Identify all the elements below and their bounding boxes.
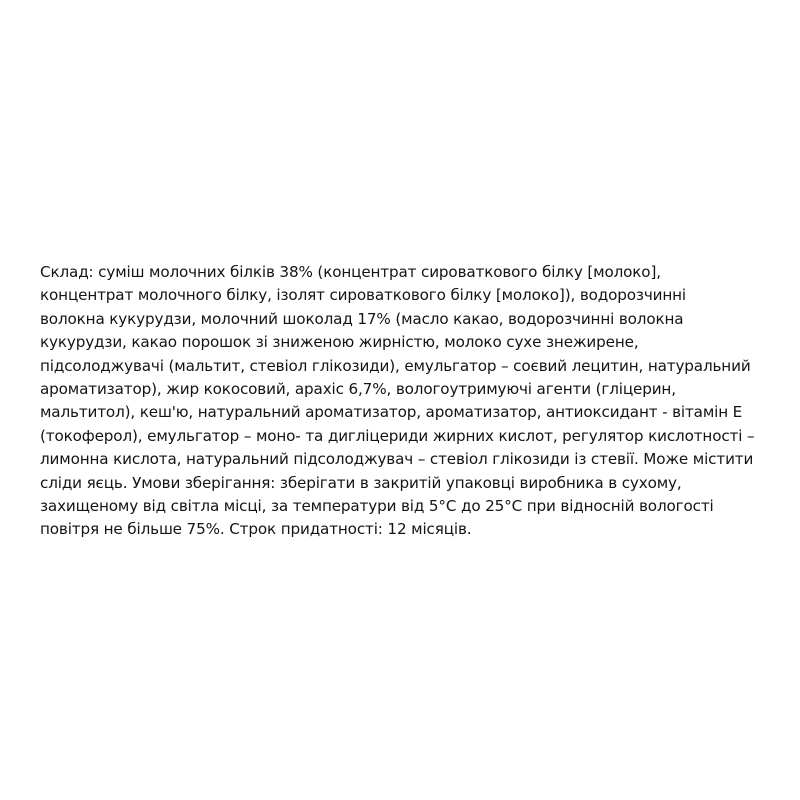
text-line: ароматизатор), жир кокосовий, арахіс 6,7%, вологоутримуючі агенти (гліцерин, (40, 380, 676, 399)
text-line: волокна кукурудзи, молочний шоколад 17% (масло какао, водорозчинні волокна (40, 309, 684, 328)
text-line: кукурудзи, какао порошок зі зниженою жирністю, молоко сухе знежирене, (40, 333, 639, 352)
text-line: сліди яєць. Умови зберігання: зберігати в закритій упаковці виробника в сухому, (40, 473, 682, 492)
text-line: повітря не більше 75%. Строк придатності: 12 місяців. (40, 520, 472, 539)
text-line: Склад: суміш молочних білків 38% (концентрат сироваткового білку [молоко], (40, 263, 661, 281)
text-line: захищеному від світла місці, за температури від 5°С до 25°С при відносній вологості (40, 497, 714, 516)
ingredients-text (40, 261, 780, 542)
text-line: мальтитол), кеш'ю, натуральний ароматизатор, ароматизатор, антиоксидант - вітамін Е (40, 403, 743, 422)
text-line: концентрат молочного білку, ізолят сироваткового білку [молоко]), водорозчинні (40, 286, 686, 305)
text-line: підсолоджувачі (мальтит, стевіол глікозиди), емульгатор – соєвий лецитин, натуральний (40, 356, 751, 375)
text-line: (токоферол), емульгатор – моно- та дигліцериди жирних кислот, регулятор кислотності – (40, 426, 755, 445)
text-line: лимонна кислота, натуральний підсолоджувач – стевіол глікозиди із стевії. Може містити (40, 450, 754, 469)
